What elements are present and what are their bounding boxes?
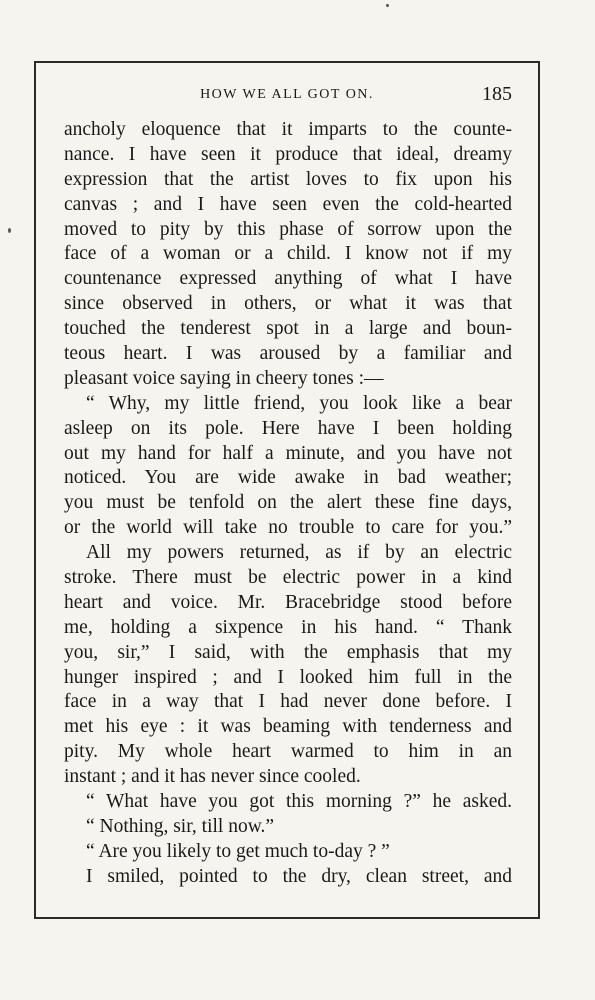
text-line: “ Why, my little friend, you look like a bear: [86, 392, 512, 414]
text-line: pleasant voice saying in cheery tones :—: [64, 367, 384, 389]
text-line: met his eye : it was beaming with tenderness and: [64, 716, 512, 738]
text-line: hunger inspired ; and I looked him full in the: [64, 666, 512, 688]
text-line: out my hand for half a minute, and you have not: [64, 442, 512, 464]
ink-speck: [8, 228, 11, 233]
body-text: [64, 118, 512, 890]
text-line: noticed. You are wide awake in bad weather;: [64, 467, 512, 489]
text-line: since observed in others, or what it was that: [64, 293, 512, 315]
text-line: face of a woman or a child. I know not if my: [64, 243, 512, 265]
text-line: “ Are you likely to get much to-day ? ”: [86, 840, 390, 862]
text-line: canvas ; and I have seen even the cold-hearted: [64, 193, 512, 215]
text-line: teous heart. I was aroused by a familiar and: [64, 343, 512, 365]
running-head: [34, 83, 540, 107]
text-line: nance. I have seen it produce that ideal, dreamy: [64, 143, 512, 165]
text-line: touched the tenderest spot in a large and boun-: [64, 318, 512, 340]
page-number: 185: [482, 83, 512, 105]
text-line: me, holding a sixpence in his hand. “ Thank: [64, 616, 512, 638]
text-line: stroke. There must be electric power in a kind: [64, 567, 512, 589]
text-line: countenance expressed anything of what I have: [64, 268, 512, 290]
text-line: All my powers returned, as if by an electric: [86, 542, 512, 564]
text-line: pity. My whole heart warmed to him in an: [64, 741, 512, 763]
text-line: ancholy eloquence that it imparts to the counte-: [64, 119, 512, 140]
text-line: I smiled, pointed to the dry, clean street, and: [86, 865, 512, 887]
text-line: you must be tenfold on the alert these fine days,: [64, 492, 512, 514]
text-line: moved to pity by this phase of sorrow upon the: [64, 218, 512, 240]
text-line: instant ; and it has never since cooled.: [64, 766, 361, 788]
text-line: asleep on its pole. Here have I been holding: [64, 417, 512, 439]
ink-speck: [386, 4, 389, 7]
text-line: heart and voice. Mr. Bracebridge stood before: [64, 591, 512, 613]
text-line: “ What have you got this morning ?” he asked.: [86, 791, 512, 813]
text-line: face in a way that I had never done before. I: [64, 691, 512, 713]
text-line: or the world will take no trouble to care for you.”: [64, 517, 512, 539]
running-title: HOW WE ALL GOT ON.: [200, 87, 374, 102]
text-line: “ Nothing, sir, till now.”: [86, 815, 275, 837]
text-line: expression that the artist loves to fix upon his: [64, 168, 512, 190]
text-line: you, sir,” I said, with the emphasis that my: [64, 641, 512, 663]
